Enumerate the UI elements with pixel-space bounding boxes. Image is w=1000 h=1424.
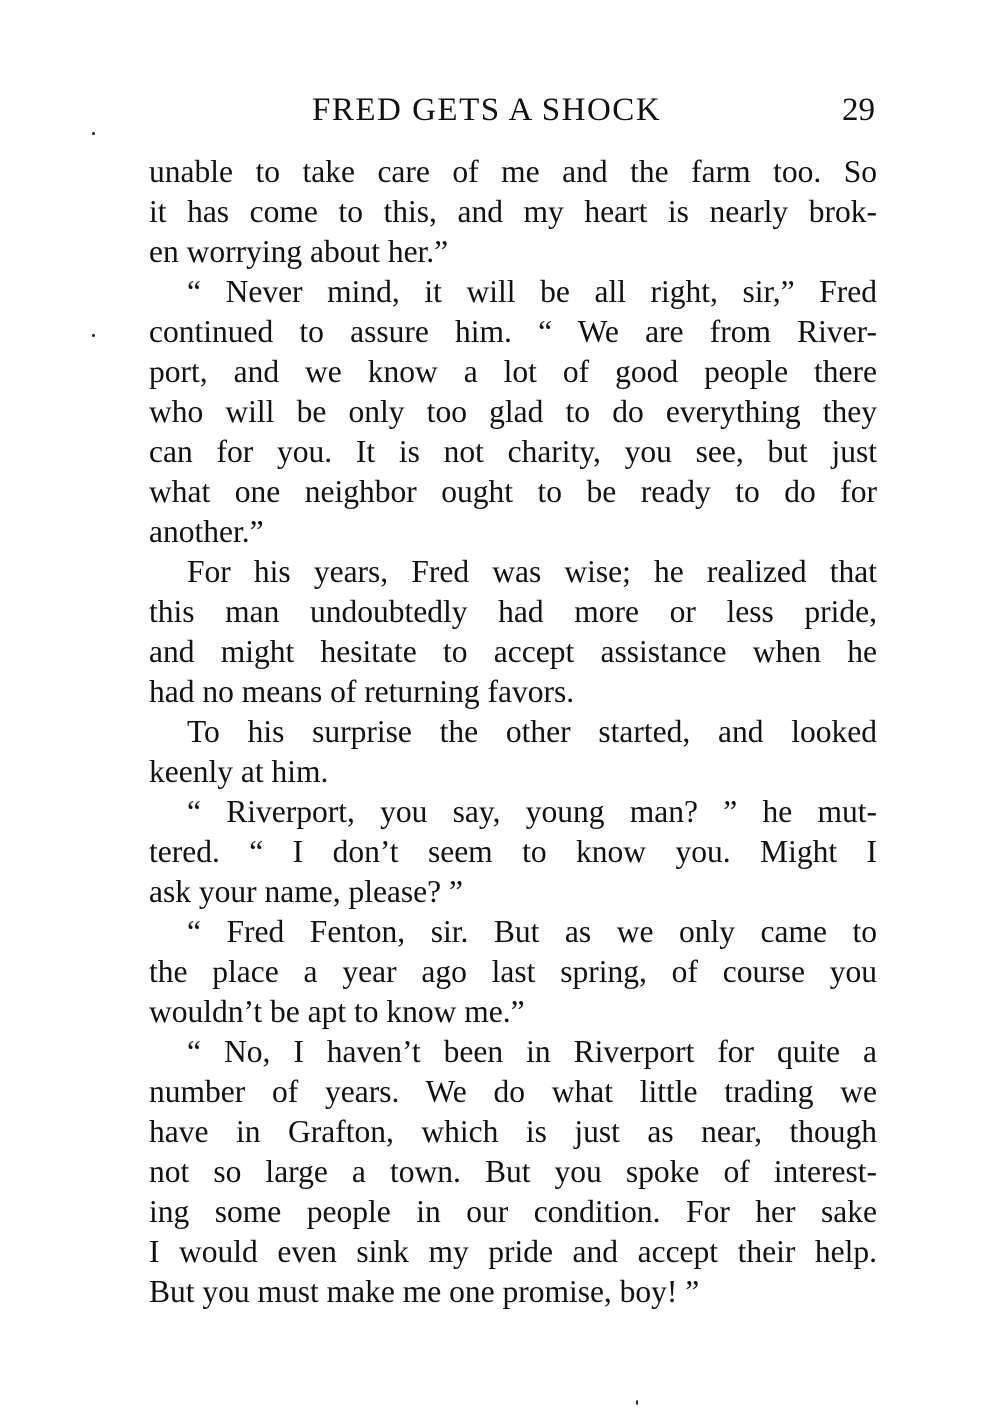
text-line: “ Fred Fenton, sir. But as we only came to — [187, 914, 877, 949]
text-line: continued to assure him. “ We are from River- — [149, 314, 877, 349]
text-line: this man undoubtedly had more or less pride, — [149, 594, 877, 629]
text-line: “ Riverport, you say, young man? ” he mut- — [187, 794, 877, 829]
text-line: port, and we know a lot of good people there — [149, 354, 877, 389]
text-line: what one neighbor ought to be ready to do for — [149, 474, 877, 509]
text-line: ask your name, please? ” — [149, 874, 463, 909]
text-line: it has come to this, and my heart is nearly brok- — [149, 194, 877, 229]
text-line: I would even sink my pride and accept their help. — [149, 1234, 877, 1269]
text-line: ing some people in our condition. For her sake — [149, 1194, 877, 1229]
text-line: “ Never mind, it will be all right, sir,” Fred — [187, 274, 877, 309]
scan-speck — [92, 132, 95, 135]
text-line: had no means of returning favors. — [149, 674, 575, 709]
text-line: can for you. It is not charity, you see, but just — [149, 434, 877, 469]
text-line: wouldn’t be apt to know me.” — [149, 994, 525, 1029]
running-head — [0, 86, 1000, 134]
text-line: who will be only too glad to do everything they — [149, 394, 877, 429]
scan-speck — [92, 334, 95, 337]
text-line: keenly at him. — [149, 754, 329, 789]
page-number: 29 — [842, 92, 875, 128]
text-line: tered. “ I don’t seem to know you. Might I — [149, 834, 877, 869]
text-line: not so large a town. But you spoke of interest- — [149, 1154, 877, 1189]
text-line: “ No, I haven’t been in Riverport for quite a — [187, 1034, 877, 1069]
body-text — [149, 152, 877, 1312]
text-line: But you must make me one promise, boy! ” — [149, 1274, 700, 1309]
text-line: unable to take care of me and the farm too. So — [149, 154, 877, 189]
chapter-title: FRED GETS A SHOCK — [312, 92, 662, 128]
text-line: en worrying about her.” — [149, 234, 449, 269]
text-line: To his surprise the other started, and looked — [187, 714, 877, 749]
text-line: and might hesitate to accept assistance when he — [149, 634, 877, 669]
text-line: For his years, Fred was wise; he realized that — [187, 554, 877, 589]
text-line: have in Grafton, which is just as near, though — [149, 1114, 877, 1149]
text-line: number of years. We do what little trading we — [149, 1074, 877, 1109]
scan-speck — [636, 1400, 638, 1405]
text-line: the place a year ago last spring, of course you — [149, 954, 877, 989]
text-line: another.” — [149, 514, 264, 549]
